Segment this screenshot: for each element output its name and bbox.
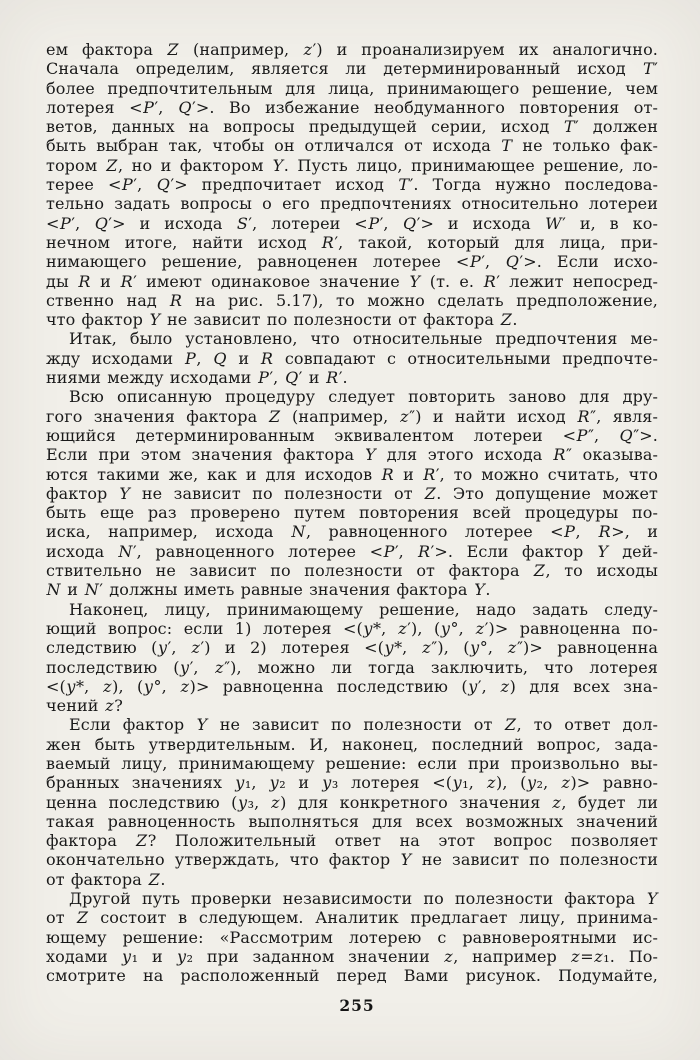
- text-line: Всю описанную процедуру следует повторить заново для дру-: [69, 387, 658, 407]
- text-block: [46, 40, 658, 986]
- text-line: ются такими же, как и для исходов R и R′, то можно считать, что: [46, 464, 658, 484]
- text-line: <(y*, z), (y°, z)> равноценна последствию (y′, z) для всех зна-: [46, 676, 658, 696]
- text-line: ваемый лицу, принимающему решение: если при произвольно вы-: [46, 753, 658, 773]
- text-line: Наконец, лицу, принимающему решение, надо задать следу-: [69, 599, 658, 619]
- text-line: более предпочтительным для лица, принимающего решение, чем: [46, 78, 658, 98]
- text-line: ды R и R′ имеют одинаковое значение Y (т. е. R′ лежит непосред-: [46, 271, 658, 291]
- text-line: окончательно утверждать, что фактор Y не зависит по полезности: [46, 850, 658, 870]
- text-line: Другой путь проверки независимости по полезности фактора Y: [69, 889, 658, 909]
- text-line: последствию (y′, z″), можно ли тогда заключить, что лотерея: [46, 657, 658, 677]
- text-line: чений z?: [46, 696, 123, 716]
- text-line: иска, например, исхода N, равноценного лотерее <P, R>, и: [46, 522, 658, 542]
- text-line: ющему решение: «Рассмотрим лотерею с равновероятными ис-: [46, 927, 658, 947]
- text-line: нечном итоге, найти исход R′, такой, который для лица, при-: [46, 232, 658, 252]
- text-line: Если при этом значения фактора Y для этого исхода R″ оказыва-: [46, 445, 658, 465]
- page-number: 255: [339, 996, 375, 1015]
- text-line: ющийся детерминированным эквивалентом лотереи <P″, Q″>.: [46, 425, 658, 445]
- text-line: жен быть утвердительным. И, наконец, последний вопрос, зада-: [46, 734, 658, 754]
- text-line: тором Z, но и фактором Y. Пусть лицо, принимающее решение, ло-: [46, 155, 659, 175]
- text-line: ценна последствию (y₃, z) для конкретного значения z, будет ли: [46, 792, 658, 812]
- text-line: Сначала определим, является ли детерминированный исход T′: [46, 59, 658, 79]
- text-line: смотрите на расположенный перед Вами рисунок. Подумайте,: [46, 966, 658, 986]
- text-line: от Z состоит в следующем. Аналитик предлагает лицу, принима-: [46, 908, 658, 928]
- text-line: следствию (y′, z′) и 2) лотерея <(y*, z″), (y°, z″)> равноценна: [46, 638, 658, 658]
- text-line: Если фактор Y не зависит по полезности от Z, то ответ дол-: [69, 715, 658, 735]
- text-line: бранных значениях y₁, y₂ и y₃ лотерея <(y₁, z), (y₂, z)> равно-: [46, 773, 658, 793]
- text-line: такая равноценность выполняться для всех возможных значений: [46, 811, 658, 831]
- text-line: ем фактора Z (например, z′) и проанализируем их аналогично.: [46, 40, 658, 59]
- text-line: тельно задать вопросы о его предпочтениях относительно лотереи: [46, 194, 658, 214]
- text-line: Итак, было установлено, что относительные предпочтения ме-: [69, 329, 658, 349]
- text-line: терее <P′, Q′> предпочитает исход T′. Тогда нужно последова-: [46, 175, 659, 195]
- text-line: исхода N′, равноценного лотерее <P′, R′>. Если фактор Y дей-: [46, 541, 658, 561]
- text-line: N и N′ должны иметь равные значения фактора Y.: [46, 580, 491, 600]
- text-line: лотерея <P′, Q′>. Во избежание необдуманного повторения от-: [46, 97, 658, 117]
- text-line: ветов, данных на вопросы предыдущей серии, исход T′ должен: [46, 117, 658, 137]
- text-line: фактора Z? Положительный ответ на этот вопрос позволяет: [46, 831, 658, 851]
- text-line: ходами y₁ и y₂ при заданном значении z, например z=z₁. По-: [46, 946, 658, 966]
- text-line: жду исходами P, Q и R совпадают с относительными предпочте-: [46, 348, 658, 368]
- text-line: ющий вопрос: если 1) лотерея <(y*, z′), (y°, z′)> равноценна по-: [46, 618, 658, 638]
- text-line: нимающего решение, равноценен лотерее <P′, Q′>. Если исхо-: [46, 252, 658, 272]
- text-line: что фактор Y не зависит по полезности от фактора Z.: [46, 310, 518, 330]
- text-line: фактор Y не зависит по полезности от Z. Это допущение может: [46, 483, 658, 503]
- text-line: от фактора Z.: [46, 869, 166, 889]
- text-line: гого значения фактора Z (например, z″) и найти исход R″, явля-: [46, 406, 658, 426]
- text-line: <P′, Q′> и исхода S′, лотереи <P′, Q′> и исхода W′ и, в ко-: [46, 213, 658, 233]
- text-line: быть выбран так, чтобы он отличался от исхода T не только фак-: [46, 136, 658, 156]
- text-line: ственно над R на рис. 5.17), то можно сделать предположение,: [46, 290, 658, 310]
- text-line: быть еще раз проверено путем повторения всей процедуры по-: [46, 503, 658, 523]
- text-line: ствительно не зависит по полезности от фактора Z, то исходы: [46, 561, 658, 581]
- text-line: ниями между исходами P′, Q′ и R′.: [46, 368, 348, 388]
